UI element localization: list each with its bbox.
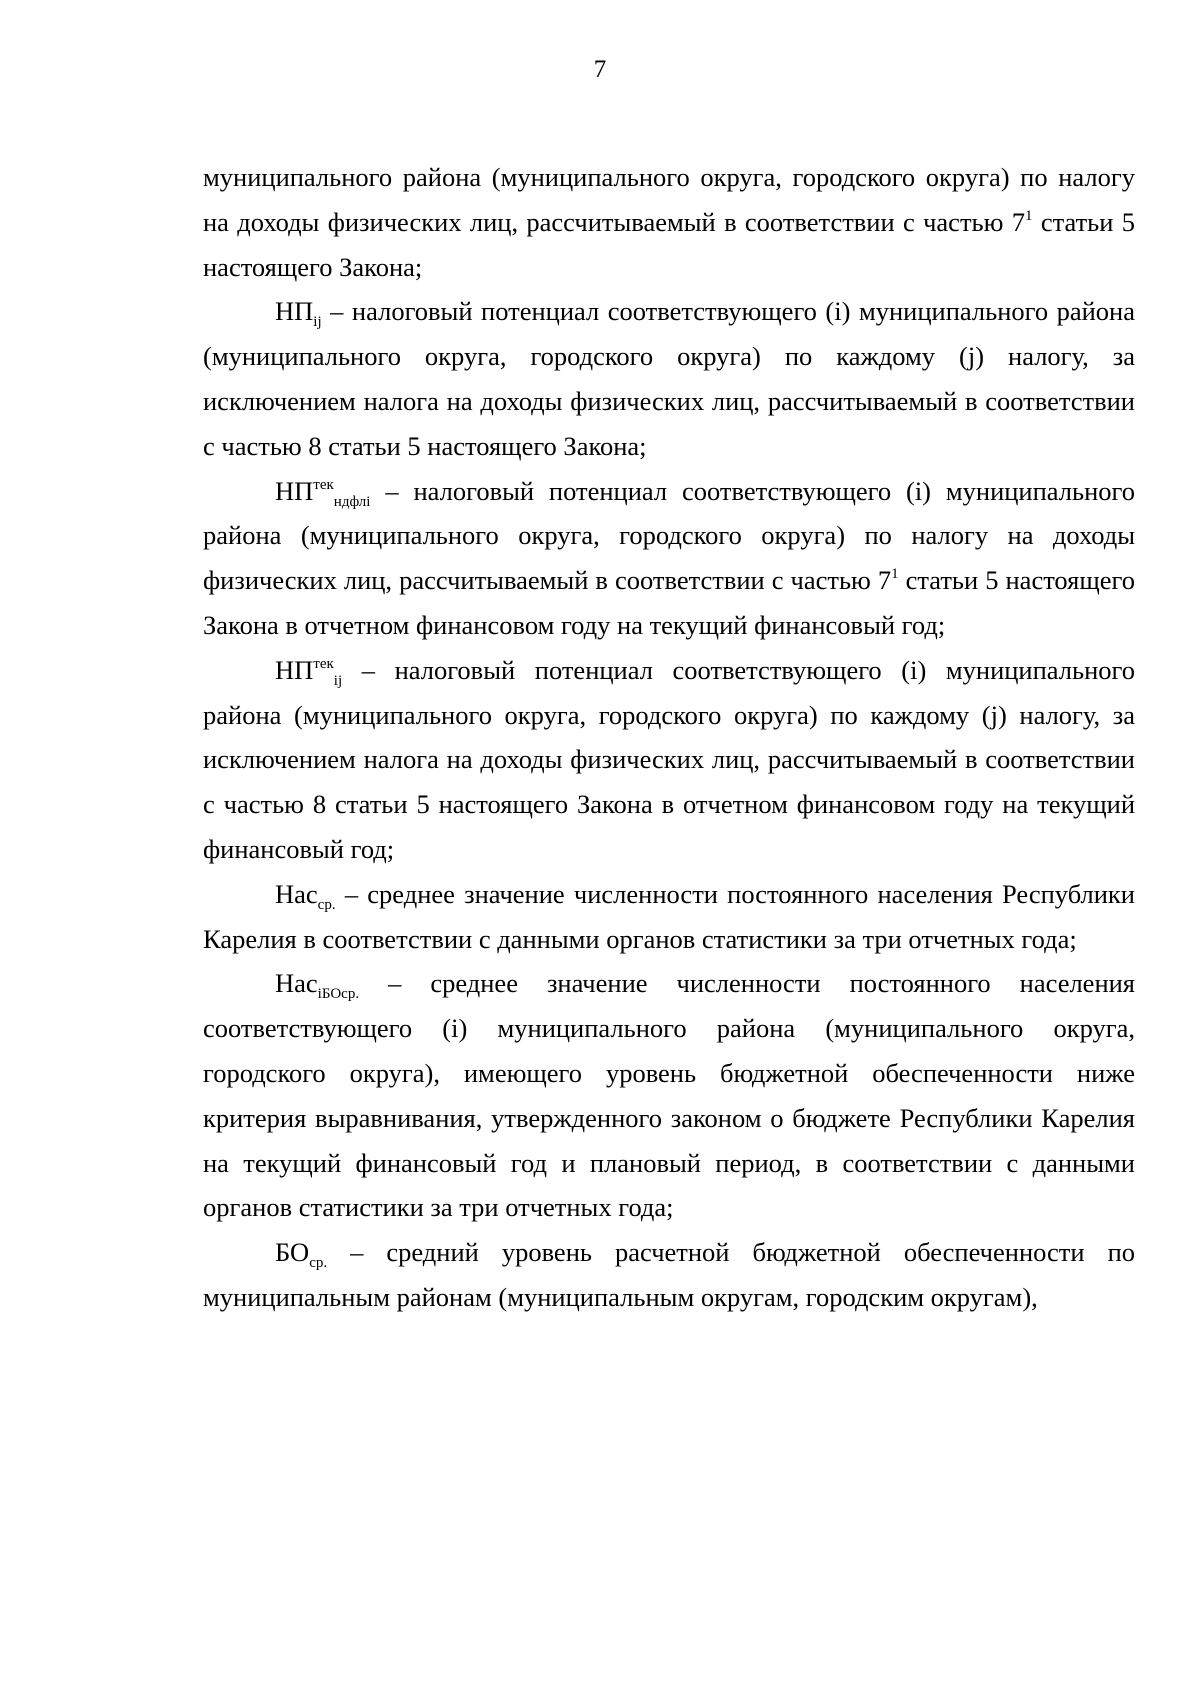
document-body [203, 155, 1135, 1320]
term-symbol: НП [275, 654, 314, 685]
subscript: ср. [309, 1255, 328, 1272]
term-symbol: Нас [275, 968, 318, 999]
subscript: iБОср. [317, 986, 360, 1003]
definition-text: – налоговый потенциал соответствующего (i) муниципального района (муниципального округа, городского округа) по налогу на доходы физических лиц, рассчитываемый в соответствии с частью 7 [203, 475, 1135, 596]
definition-np-tek-ij [203, 648, 1135, 872]
definition-text: статьи 5 настоящего Закона в отчетном финансовом году на текущий финансовый год; [203, 565, 1135, 640]
definition-text: – налоговый потенциал соответствующего (i) муниципального района (муниципального округа, городского округа) по каждому (j) налогу, за исключением налога на доходы физических лиц, рассчитываемый в соответствии с частью 8 статьи 5 настоящего Закона; [203, 296, 1135, 461]
definition-nas-ibo-sr [203, 961, 1135, 1230]
subscript: ij [333, 672, 343, 689]
definition-text: – налоговый потенциал соответствующего (i) муниципального района (муниципального округа, городского округа) по каждому (j) налогу, за исключением налога на доходы физических лиц, рассчитываемый в соответствии с частью 8 статьи 5 настоящего Закона в отчетном финансовом году на текущий финансовый год; [203, 654, 1135, 864]
subscript: ij [313, 314, 322, 331]
definition-text: – средний уровень расчетной бюджетной обеспеченности по муниципальным районам (муниципальным округам, городским округам), [203, 1237, 1135, 1312]
term-symbol: НП [275, 475, 314, 506]
superscript: 1 [1025, 207, 1033, 224]
definition-np-ij [203, 289, 1135, 468]
definition-text: – среднее значение численности постоянного населения соответствующего (i) муниципального района (муниципального округа, городского округа), имеющего уровень бюджетной обеспеченности ниже критерия выравнивания, утвержденного законом о бюджете Республики Карелия на текущий финансовый год и плановый период, в соответствии с данными органов статистики за три отчетных года; [203, 968, 1135, 1223]
definition-nas-sr [203, 872, 1135, 962]
term-symbol: Нас [275, 878, 318, 909]
term-symbol: БО [275, 1237, 310, 1268]
subscript: ср. [317, 896, 336, 913]
definition-bo-sr [203, 1230, 1135, 1320]
superscript: тек [313, 655, 334, 672]
superscript: тек [313, 476, 334, 493]
paragraph-text: муниципального района (муниципального округа, городского округа) по налогу на доходы физических лиц, рассчитываемый в соответствии с частью 7 [203, 162, 1135, 237]
paragraph-text: статьи 5 настоящего Закона; [203, 206, 1136, 282]
subscript: ндфлi [333, 493, 371, 510]
definition-text: – среднее значение численности постоянного населения Республики Карелия в соответствии с данными органов статистики за три отчетных года; [203, 878, 1135, 954]
definition-np-tek-ndfl [203, 469, 1135, 648]
paragraph-continuation [203, 155, 1135, 289]
superscript: 1 [891, 566, 899, 583]
term-symbol: НП [275, 296, 314, 327]
page-number: 7 [593, 56, 607, 83]
